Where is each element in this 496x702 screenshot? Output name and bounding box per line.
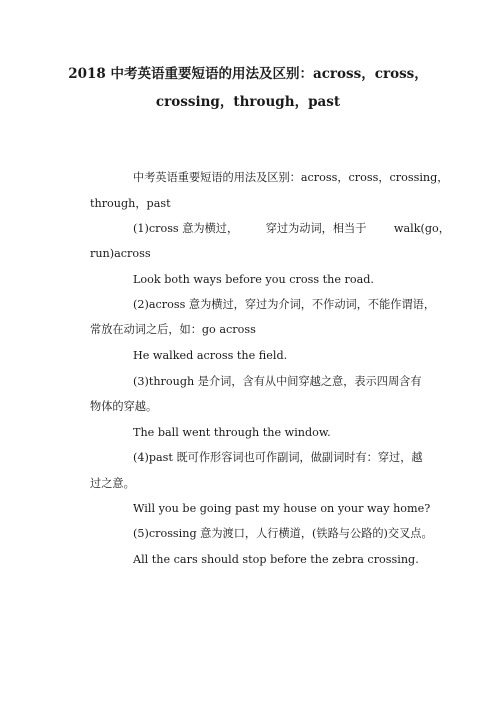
- cross-definition-line-1: [133, 221, 450, 236]
- cross-definition-part-3: walk(go，: [393, 222, 450, 235]
- crossing-definition-line-1: (5)crossing 意为渡口，人行横道，(铁路与公路的)交叉点。: [133, 527, 433, 540]
- document-title-line-1: 2018 中考英语重要短语的用法及区别：across，cross，: [68, 66, 428, 82]
- through-example: The ball went through the window.: [133, 426, 331, 439]
- past-definition-line-2: 过之意。: [90, 477, 135, 490]
- across-definition-line-1: (2)across 意为横过，穿过为介词，不作动词，不能作谓语，: [133, 298, 436, 311]
- crossing-example: All the cars should stop before the zebra crossing.: [133, 553, 419, 566]
- past-example: Will you be going past my house on your way home?: [133, 502, 431, 515]
- across-example: He walked across the field.: [133, 349, 288, 362]
- intro-line-2: through，past: [90, 197, 171, 210]
- through-definition-line-2: 物体的穿越。: [90, 400, 158, 413]
- past-definition-line-1: (4)past 既可作形容词也可作副词，做副词时有：穿过，越: [133, 451, 423, 464]
- cross-definition-part-2: 穿过为动词，相当于: [265, 222, 367, 235]
- intro-line-1: 中考英语重要短语的用法及区别：across，cross，crossing，: [133, 171, 449, 184]
- cross-example: Look both ways before you cross the road.: [133, 273, 374, 286]
- through-definition-line-1: (3)through 是介词，含有从中间穿越之意，表示四周含有: [133, 375, 422, 388]
- document-title-line-2: crossing，through，past: [155, 94, 341, 110]
- cross-definition-line-2: run)across: [90, 247, 151, 260]
- across-definition-line-2: 常放在动词之后，如：go across: [90, 323, 256, 336]
- cross-definition-part-1: (1)cross 意为横过，: [133, 222, 239, 235]
